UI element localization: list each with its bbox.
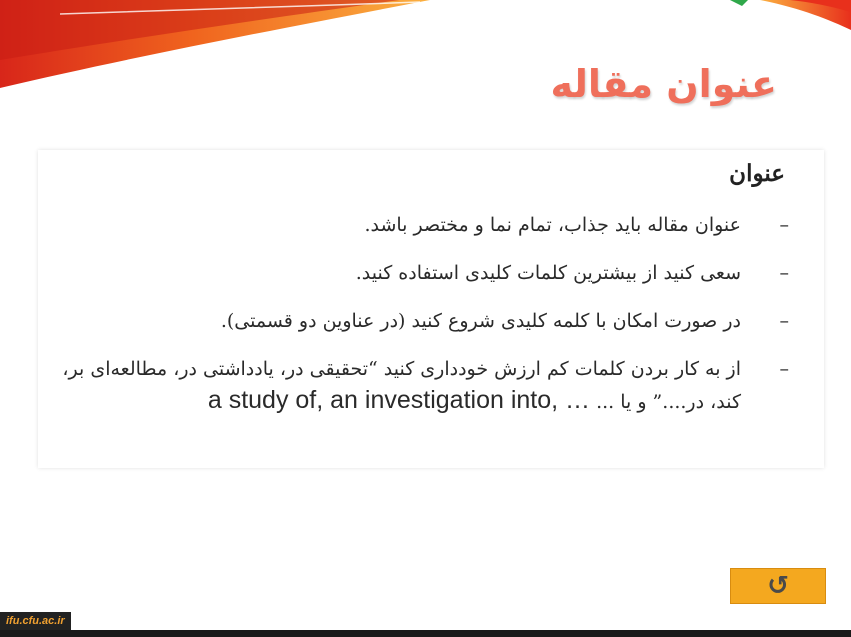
list-item: [49, 258, 789, 289]
bullet-dash: –: [779, 214, 789, 236]
bullet-dash: –: [779, 358, 789, 380]
bullet-dash: –: [779, 262, 789, 284]
slide-title: عنوان مقاله: [550, 62, 777, 106]
site-logo: ifu.cfu.ac.ir: [0, 612, 71, 630]
bullet-text: از به کار بردن کلمات کم ارزش خودداری کنید “تحقیقی در، یادداشتی در، مطالعه‌ای بر، کند، در....” و یا ...: [62, 358, 741, 413]
return-arrow-icon: ↺: [767, 571, 789, 601]
bullet-latin-text: a study of, an investigation into, …: [207, 386, 591, 414]
bullet-text: عنوان مقاله باید جذاب، تمام نما و مختصر باشد.: [364, 214, 741, 236]
list-item: [49, 210, 789, 241]
section-heading: عنوان: [729, 160, 785, 187]
list-item: [49, 354, 789, 418]
bullet-text: در صورت امکان با کلمه کلیدی شروع کنید (در عناوین دو قسمتی).: [220, 310, 741, 332]
list-item: [49, 306, 789, 337]
bullet-list: [49, 210, 789, 435]
bullet-dash: –: [779, 310, 789, 332]
bottom-bar: [0, 630, 851, 637]
bullet-text: سعی کنید از بیشترین کلمات کلیدی استفاده کنید.: [355, 262, 741, 284]
back-button[interactable]: [730, 568, 826, 604]
